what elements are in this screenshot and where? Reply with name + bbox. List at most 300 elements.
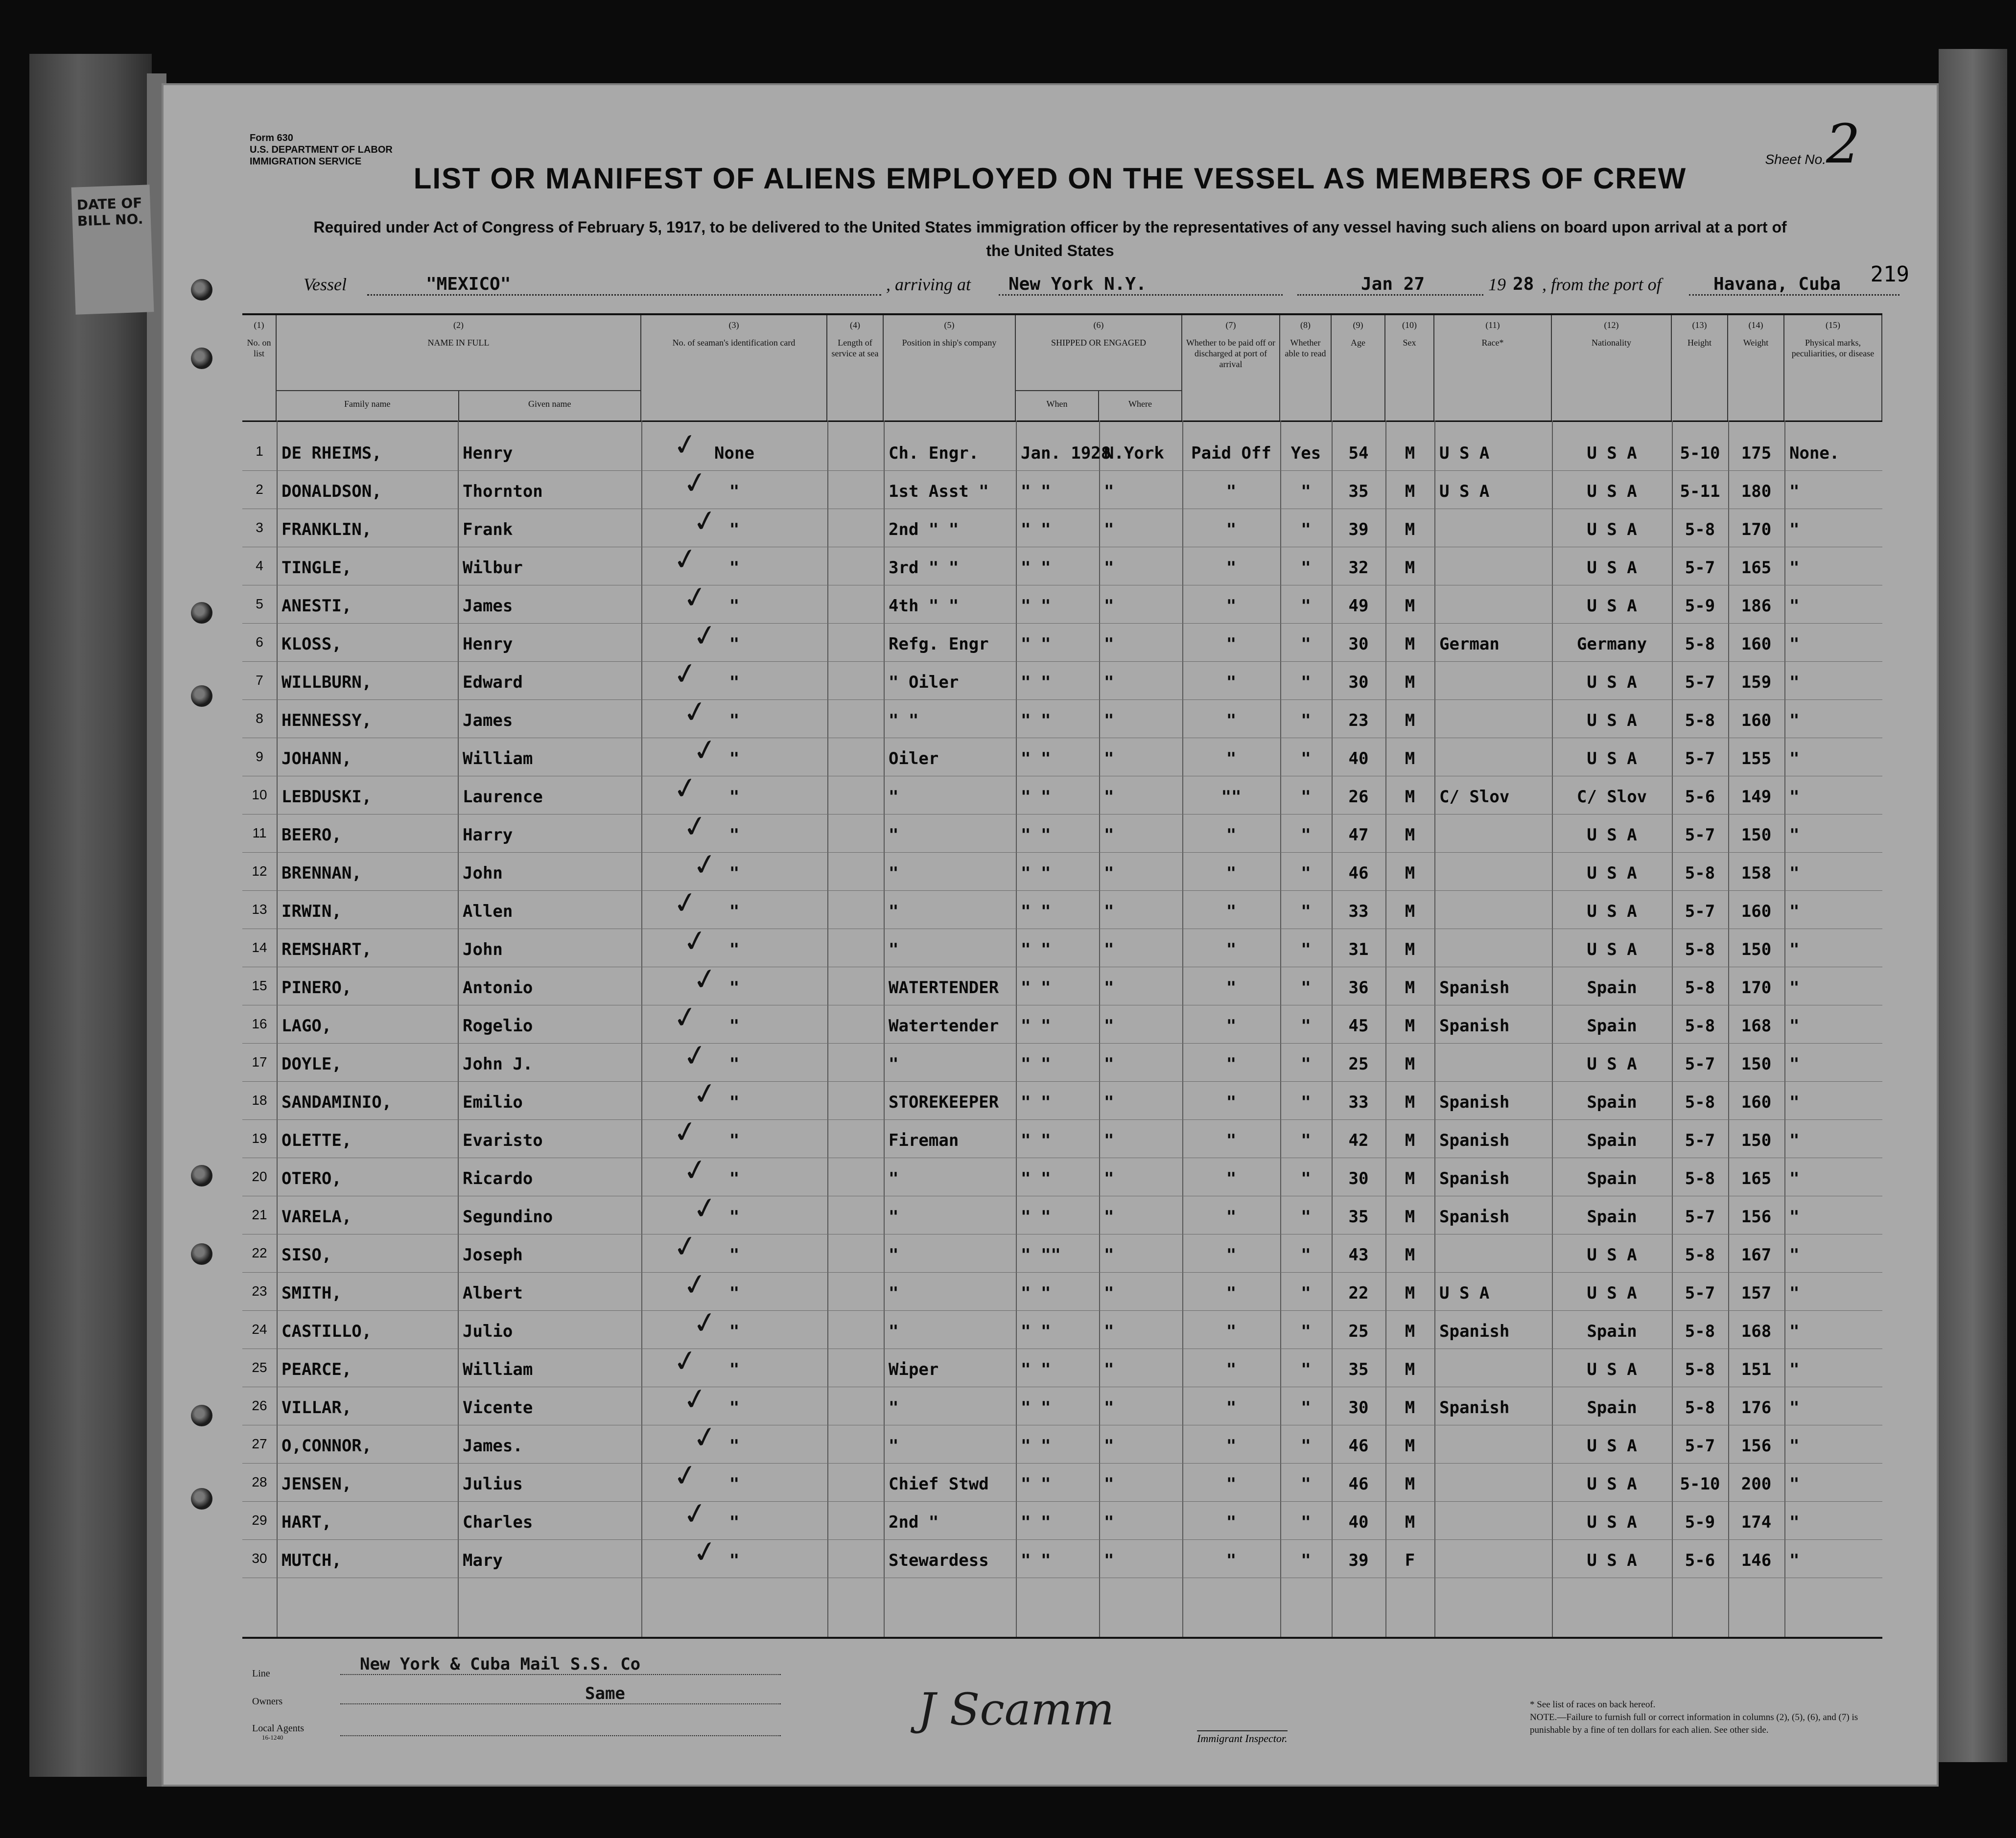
cell-when: " " — [1021, 1398, 1051, 1418]
cell-paid: "" — [1221, 787, 1242, 807]
check-mark-icon: ✓ — [680, 1151, 710, 1189]
cell-sex: M — [1405, 1360, 1415, 1379]
column-header — [1385, 315, 1434, 420]
table-row — [242, 853, 1882, 891]
cell-read: " — [1301, 1512, 1311, 1532]
cell-paid: " — [1226, 1131, 1237, 1150]
cell-no: 16 — [252, 1016, 267, 1031]
table-row — [242, 814, 1882, 853]
column-label: Physical marks, peculiarities, or disease — [1791, 338, 1875, 358]
cell-no: 12 — [252, 863, 267, 879]
cell-sex: M — [1405, 749, 1415, 768]
cell-sex: M — [1405, 443, 1415, 463]
cell-race: Spanish — [1439, 1093, 1510, 1112]
cell-given: Julius — [463, 1474, 523, 1494]
cell-no: 23 — [252, 1283, 267, 1299]
cell-card: " — [729, 1016, 740, 1036]
page-subtitle: Required under Act of Congress of February 5, 1917, to be delivered to the United States immigration officer by the representatives of any vessel having such aliens on board upon arrival at a port of the United States — [313, 218, 1787, 259]
cell-marks: " — [1789, 1093, 1800, 1112]
table-row — [242, 624, 1882, 662]
cell-given: Vicente — [463, 1398, 533, 1418]
column-subheaders — [277, 390, 640, 420]
column-label: Age — [1351, 338, 1365, 348]
line-label: Line — [252, 1668, 270, 1679]
cell-age: 35 — [1348, 482, 1369, 501]
cell-when: " " — [1021, 1436, 1051, 1456]
cell-where: " — [1104, 902, 1114, 921]
cell-when: " " — [1021, 1054, 1051, 1074]
cell-given: John — [463, 940, 503, 959]
cell-family: FRANKLIN, — [281, 520, 372, 539]
cell-given: Charles — [463, 1512, 533, 1532]
cell-no: 17 — [252, 1054, 267, 1070]
cell-no: 13 — [252, 902, 267, 917]
cell-age: 36 — [1348, 978, 1369, 998]
cell-marks: " — [1789, 825, 1800, 845]
cell-when: " " — [1021, 482, 1051, 501]
cell-marks: " — [1789, 1474, 1800, 1494]
cell-read: " — [1301, 634, 1311, 654]
cell-read: " — [1301, 673, 1311, 692]
cell-position: Oiler — [889, 749, 939, 768]
footnote-races: * See list of races on back hereof. — [1530, 1699, 1656, 1710]
cell-position: " — [889, 1398, 899, 1418]
cell-no: 6 — [256, 634, 263, 650]
cell-marks: " — [1789, 940, 1800, 959]
cell-where: N.York — [1104, 443, 1164, 463]
cell-read: " — [1301, 1283, 1311, 1303]
cell-marks: " — [1789, 1360, 1800, 1379]
cell-weight: 156 — [1741, 1436, 1772, 1456]
cell-read: Yes — [1290, 443, 1321, 463]
column-subheader: Where — [1128, 399, 1152, 409]
cell-marks: " — [1789, 634, 1800, 654]
cell-marks: " — [1789, 1512, 1800, 1532]
cell-position: Chief Stwd — [889, 1474, 989, 1494]
cell-weight: 151 — [1741, 1360, 1772, 1379]
column-number: (10) — [1402, 320, 1417, 330]
cell-marks: " — [1789, 1245, 1800, 1265]
cell-card: " — [729, 1512, 740, 1532]
cell-height: 5-7 — [1685, 558, 1715, 578]
cell-no: 3 — [256, 520, 263, 535]
cell-nat: U S A — [1587, 443, 1637, 463]
cell-position: Stewardess — [889, 1551, 989, 1570]
column-label: No. of seaman's identification card — [672, 338, 796, 348]
check-mark-icon: ✓ — [680, 693, 710, 731]
cell-card: " — [729, 596, 740, 616]
cell-family: LEBDUSKI, — [281, 787, 372, 807]
cell-given: William — [463, 749, 533, 768]
cell-sex: M — [1405, 558, 1415, 578]
cell-height: 5-10 — [1680, 1474, 1720, 1494]
table-row — [242, 1005, 1882, 1044]
cell-given: Thornton — [463, 482, 543, 501]
crew-table — [242, 313, 1882, 1639]
cell-no: 2 — [256, 482, 263, 497]
cell-weight: 168 — [1741, 1322, 1772, 1341]
cell-card: None — [714, 443, 754, 463]
cell-age: 46 — [1348, 863, 1369, 883]
cell-paid: " — [1226, 1283, 1237, 1303]
cell-paid: " — [1226, 520, 1237, 539]
column-header — [1016, 315, 1182, 420]
cell-given: Edward — [463, 673, 523, 692]
cell-family: TINGLE, — [281, 558, 352, 578]
cell-no: 22 — [252, 1245, 267, 1260]
punch-hole — [191, 685, 212, 707]
cell-where: " — [1104, 1016, 1114, 1036]
cell-height: 5-8 — [1685, 940, 1715, 959]
cell-height: 5-8 — [1685, 1093, 1715, 1112]
cell-family: MUTCH, — [281, 1551, 342, 1570]
cell-age: 30 — [1348, 634, 1369, 654]
cell-card: " — [729, 1054, 740, 1074]
cell-nat: Germany — [1576, 634, 1647, 654]
cell-marks: " — [1789, 520, 1800, 539]
cell-given: William — [463, 1360, 533, 1379]
check-mark-icon: ✓ — [690, 846, 720, 884]
cell-paid: " — [1226, 482, 1237, 501]
column-number: (1) — [254, 320, 264, 330]
cell-paid: " — [1226, 673, 1237, 692]
cell-nat: U S A — [1587, 1551, 1637, 1570]
cell-no: 29 — [252, 1512, 267, 1528]
cell-family: WILLBURN, — [281, 673, 372, 692]
cell-position: 4th " " — [889, 596, 959, 616]
vessel-name: "MEXICO" — [367, 274, 881, 296]
cell-age: 25 — [1348, 1054, 1369, 1074]
cell-marks: " — [1789, 787, 1800, 807]
cell-height: 5-8 — [1685, 1322, 1715, 1341]
table-row — [242, 1082, 1882, 1120]
cell-where: " — [1104, 558, 1114, 578]
cell-when: " " — [1021, 978, 1051, 998]
table-row — [242, 1158, 1882, 1196]
cell-height: 5-7 — [1685, 749, 1715, 768]
cell-card: " — [729, 1283, 740, 1303]
cell-paid: " — [1226, 825, 1237, 845]
cell-family: CASTILLO, — [281, 1322, 372, 1341]
cell-nat: U S A — [1587, 673, 1637, 692]
cell-when: " " — [1021, 1512, 1051, 1532]
check-mark-icon: ✓ — [670, 1113, 701, 1151]
cell-height: 5-6 — [1685, 1551, 1715, 1570]
cell-card: " — [729, 1169, 740, 1188]
check-mark-icon: ✓ — [690, 1304, 720, 1342]
cell-paid: " — [1226, 596, 1237, 616]
cell-race: Spanish — [1439, 1131, 1510, 1150]
column-subheader: When — [1016, 391, 1099, 420]
cell-no: 19 — [252, 1131, 267, 1146]
cell-nat: U S A — [1587, 749, 1637, 768]
cell-card: " — [729, 978, 740, 998]
check-mark-icon: ✓ — [670, 1457, 701, 1495]
cell-family: BRENNAN, — [281, 863, 362, 883]
page-number: 219 — [1870, 262, 1909, 287]
cell-read: " — [1301, 1016, 1311, 1036]
table-row — [242, 929, 1882, 967]
cell-sex: M — [1405, 634, 1415, 654]
table-row — [242, 1540, 1882, 1578]
column-number: (13) — [1692, 320, 1707, 330]
cell-weight: 176 — [1741, 1398, 1772, 1418]
punch-hole — [191, 348, 212, 369]
cell-where: " — [1104, 1207, 1114, 1227]
cell-age: 46 — [1348, 1436, 1369, 1456]
cell-when: " " — [1021, 1474, 1051, 1494]
cell-when: " " — [1021, 1016, 1051, 1036]
cell-nat: Spain — [1587, 1131, 1637, 1150]
cell-age: 39 — [1348, 1551, 1369, 1570]
table-row — [242, 776, 1882, 814]
table-row — [242, 585, 1882, 624]
column-number: (15) — [1826, 320, 1840, 330]
form-tag: Form 630 U.S. DEPARTMENT OF LABOR IMMIGRATION SERVICE — [250, 133, 393, 167]
cell-where: " — [1104, 825, 1114, 845]
cell-read: " — [1301, 520, 1311, 539]
cell-weight: 155 — [1741, 749, 1772, 768]
cell-age: 30 — [1348, 673, 1369, 692]
cell-when: " " — [1021, 1360, 1051, 1379]
cell-height: 5-7 — [1685, 902, 1715, 921]
inspector-signature: J Scamm — [918, 1684, 1115, 1735]
cell-no: 9 — [256, 749, 263, 764]
cell-sex: M — [1405, 1169, 1415, 1188]
cell-paid: " — [1226, 978, 1237, 998]
column-label: NAME IN FULL — [427, 338, 490, 348]
cell-given: Allen — [463, 902, 513, 921]
cell-no: 15 — [252, 978, 267, 993]
cell-age: 33 — [1348, 902, 1369, 921]
cell-given: Joseph — [463, 1245, 523, 1265]
cell-marks: " — [1789, 978, 1800, 998]
cell-race: Spanish — [1439, 978, 1510, 998]
cell-weight: 157 — [1741, 1283, 1772, 1303]
cell-when: " " — [1021, 634, 1051, 654]
departure-port: Havana, Cuba — [1689, 274, 1899, 296]
cell-when: " " — [1021, 1207, 1051, 1227]
cell-position: 2nd " " — [889, 520, 959, 539]
cell-nat: U S A — [1587, 902, 1637, 921]
cell-when: " "" — [1021, 1245, 1061, 1265]
cell-read: " — [1301, 558, 1311, 578]
check-mark-icon: ✓ — [690, 1189, 720, 1228]
cell-when: " " — [1021, 902, 1051, 921]
cell-paid: " — [1226, 558, 1237, 578]
column-label: Sex — [1403, 338, 1416, 348]
cell-paid: " — [1226, 1512, 1237, 1532]
cell-nat: Spain — [1587, 1093, 1637, 1112]
cell-nat: U S A — [1587, 711, 1637, 730]
cell-paid: Paid Off — [1191, 443, 1271, 463]
cell-read: " — [1301, 1474, 1311, 1494]
punch-hole — [191, 602, 212, 624]
cell-paid: " — [1226, 1169, 1237, 1188]
cell-family: LAGO, — [281, 1016, 332, 1036]
cell-marks: " — [1789, 749, 1800, 768]
cell-where: " — [1104, 634, 1114, 654]
cell-card: " — [729, 1474, 740, 1494]
cell-height: 5-7 — [1685, 1207, 1715, 1227]
cell-height: 5-8 — [1685, 978, 1715, 998]
cell-sex: M — [1405, 711, 1415, 730]
cell-nat: U S A — [1587, 482, 1637, 501]
cell-position: " — [889, 1436, 899, 1456]
cell-weight: 156 — [1741, 1207, 1772, 1227]
cell-read: " — [1301, 825, 1311, 845]
cell-height: 5-7 — [1685, 1436, 1715, 1456]
check-mark-icon: ✓ — [690, 960, 720, 999]
owners-label: Owners — [252, 1696, 283, 1707]
table-row — [242, 1044, 1882, 1082]
column-header — [1672, 315, 1728, 420]
cell-nat: U S A — [1587, 1054, 1637, 1074]
cell-weight: 158 — [1741, 863, 1772, 883]
cell-read: " — [1301, 596, 1311, 616]
cell-given: Harry — [463, 825, 513, 845]
column-number: (2) — [453, 320, 464, 330]
cell-position: 3rd " " — [889, 558, 959, 578]
header-rule — [242, 420, 1882, 422]
cell-given: Mary — [463, 1551, 503, 1570]
cell-weight: 160 — [1741, 711, 1772, 730]
cell-marks: " — [1789, 673, 1800, 692]
cell-age: 43 — [1348, 1245, 1369, 1265]
cell-paid: " — [1226, 1398, 1237, 1418]
cell-card: " — [729, 1398, 740, 1418]
cell-when: " " — [1021, 825, 1051, 845]
column-header — [827, 315, 884, 420]
arriving-port: New York N.Y. — [999, 274, 1283, 296]
column-label: Race* — [1481, 338, 1504, 348]
cell-card: " — [729, 1131, 740, 1150]
cell-card: " — [729, 749, 740, 768]
cell-sex: M — [1405, 1283, 1415, 1303]
cell-marks: " — [1789, 1207, 1800, 1227]
cell-read: " — [1301, 863, 1311, 883]
cell-height: 5-8 — [1685, 634, 1715, 654]
cell-weight: 150 — [1741, 1054, 1772, 1074]
cell-family: SANDAMINIO, — [281, 1093, 392, 1112]
table-row — [242, 509, 1882, 547]
cell-where: " — [1104, 596, 1114, 616]
cell-height: 5-8 — [1685, 520, 1715, 539]
cell-position: 1st Asst " — [889, 482, 989, 501]
cell-when: " " — [1021, 1093, 1051, 1112]
cell-read: " — [1301, 1054, 1311, 1074]
column-number: (11) — [1485, 320, 1500, 330]
table-row — [242, 1464, 1882, 1502]
table-row — [242, 1502, 1882, 1540]
check-mark-icon: ✓ — [680, 1266, 710, 1304]
cell-height: 5-8 — [1685, 711, 1715, 730]
cell-given: Henry — [463, 443, 513, 463]
cell-read: " — [1301, 1551, 1311, 1570]
cell-age: 49 — [1348, 596, 1369, 616]
cell-family: DE RHEIMS, — [281, 443, 382, 463]
table-row — [242, 1349, 1882, 1387]
column-header — [1728, 315, 1784, 420]
cell-read: " — [1301, 1245, 1311, 1265]
cell-family: IRWIN, — [281, 902, 342, 921]
cell-weight: 167 — [1741, 1245, 1772, 1265]
cell-age: 40 — [1348, 1512, 1369, 1532]
check-mark-icon: ✓ — [670, 1228, 701, 1266]
check-mark-icon: ✓ — [680, 579, 710, 617]
cell-position: " — [889, 1245, 899, 1265]
binding-stamp: DATE OF BILL NO. — [71, 185, 154, 314]
cell-read: " — [1301, 711, 1311, 730]
cell-weight: 200 — [1741, 1474, 1772, 1494]
column-label: Whether able to read — [1285, 338, 1326, 358]
cell-card: " — [729, 1551, 740, 1570]
cell-weight: 160 — [1741, 634, 1772, 654]
cell-height: 5-8 — [1685, 863, 1715, 883]
cell-height: 5-8 — [1685, 1169, 1715, 1188]
cell-no: 10 — [252, 787, 267, 802]
cell-card: " — [729, 787, 740, 807]
table-row — [242, 891, 1882, 929]
cell-where: " — [1104, 1436, 1114, 1456]
cell-sex: M — [1405, 787, 1415, 807]
column-label: Height — [1688, 338, 1711, 348]
cell-family: HART, — [281, 1512, 332, 1532]
cell-age: 30 — [1348, 1398, 1369, 1418]
check-mark-icon: ✓ — [690, 731, 720, 769]
cell-when: " " — [1021, 1322, 1051, 1341]
cell-height: 5-8 — [1685, 1016, 1715, 1036]
table-row — [242, 967, 1882, 1005]
cell-where: " — [1104, 1131, 1114, 1150]
column-subheaders — [1016, 390, 1181, 420]
cell-given: Segundino — [463, 1207, 553, 1227]
table-row — [242, 662, 1882, 700]
punch-hole — [191, 279, 212, 301]
cell-read: " — [1301, 1169, 1311, 1188]
table-row — [242, 1273, 1882, 1311]
cell-paid: " — [1226, 1054, 1237, 1074]
cell-age: 46 — [1348, 1474, 1369, 1494]
cell-when: " " — [1021, 1551, 1051, 1570]
cell-paid: " — [1226, 1322, 1237, 1341]
cell-given: Evaristo — [463, 1131, 543, 1150]
cell-position: Ch. Engr. — [889, 443, 979, 463]
table-row — [242, 1234, 1882, 1273]
cell-position: " — [889, 940, 899, 959]
column-header — [1434, 315, 1552, 420]
cell-given: John — [463, 863, 503, 883]
cell-card: " — [729, 825, 740, 845]
cell-age: 35 — [1348, 1360, 1369, 1379]
cell-race: Spanish — [1439, 1398, 1510, 1418]
cell-sex: M — [1405, 1512, 1415, 1532]
cell-card: " — [729, 1322, 740, 1341]
page-title: LIST OR MANIFEST OF ALIENS EMPLOYED ON THE VESSEL AS MEMBERS OF CREW — [413, 162, 1687, 195]
arrival-year: 28 — [1513, 274, 1534, 294]
cell-when: " " — [1021, 520, 1051, 539]
cell-given: Henry — [463, 634, 513, 654]
cell-no: 7 — [256, 673, 263, 688]
cell-when: " " — [1021, 787, 1051, 807]
punch-hole — [191, 1243, 212, 1265]
cell-age: 25 — [1348, 1322, 1369, 1341]
cell-given: Julio — [463, 1322, 513, 1341]
cell-age: 31 — [1348, 940, 1369, 959]
cell-marks: " — [1789, 1436, 1800, 1456]
cell-marks: " — [1789, 1054, 1800, 1074]
cell-weight: 149 — [1741, 787, 1772, 807]
